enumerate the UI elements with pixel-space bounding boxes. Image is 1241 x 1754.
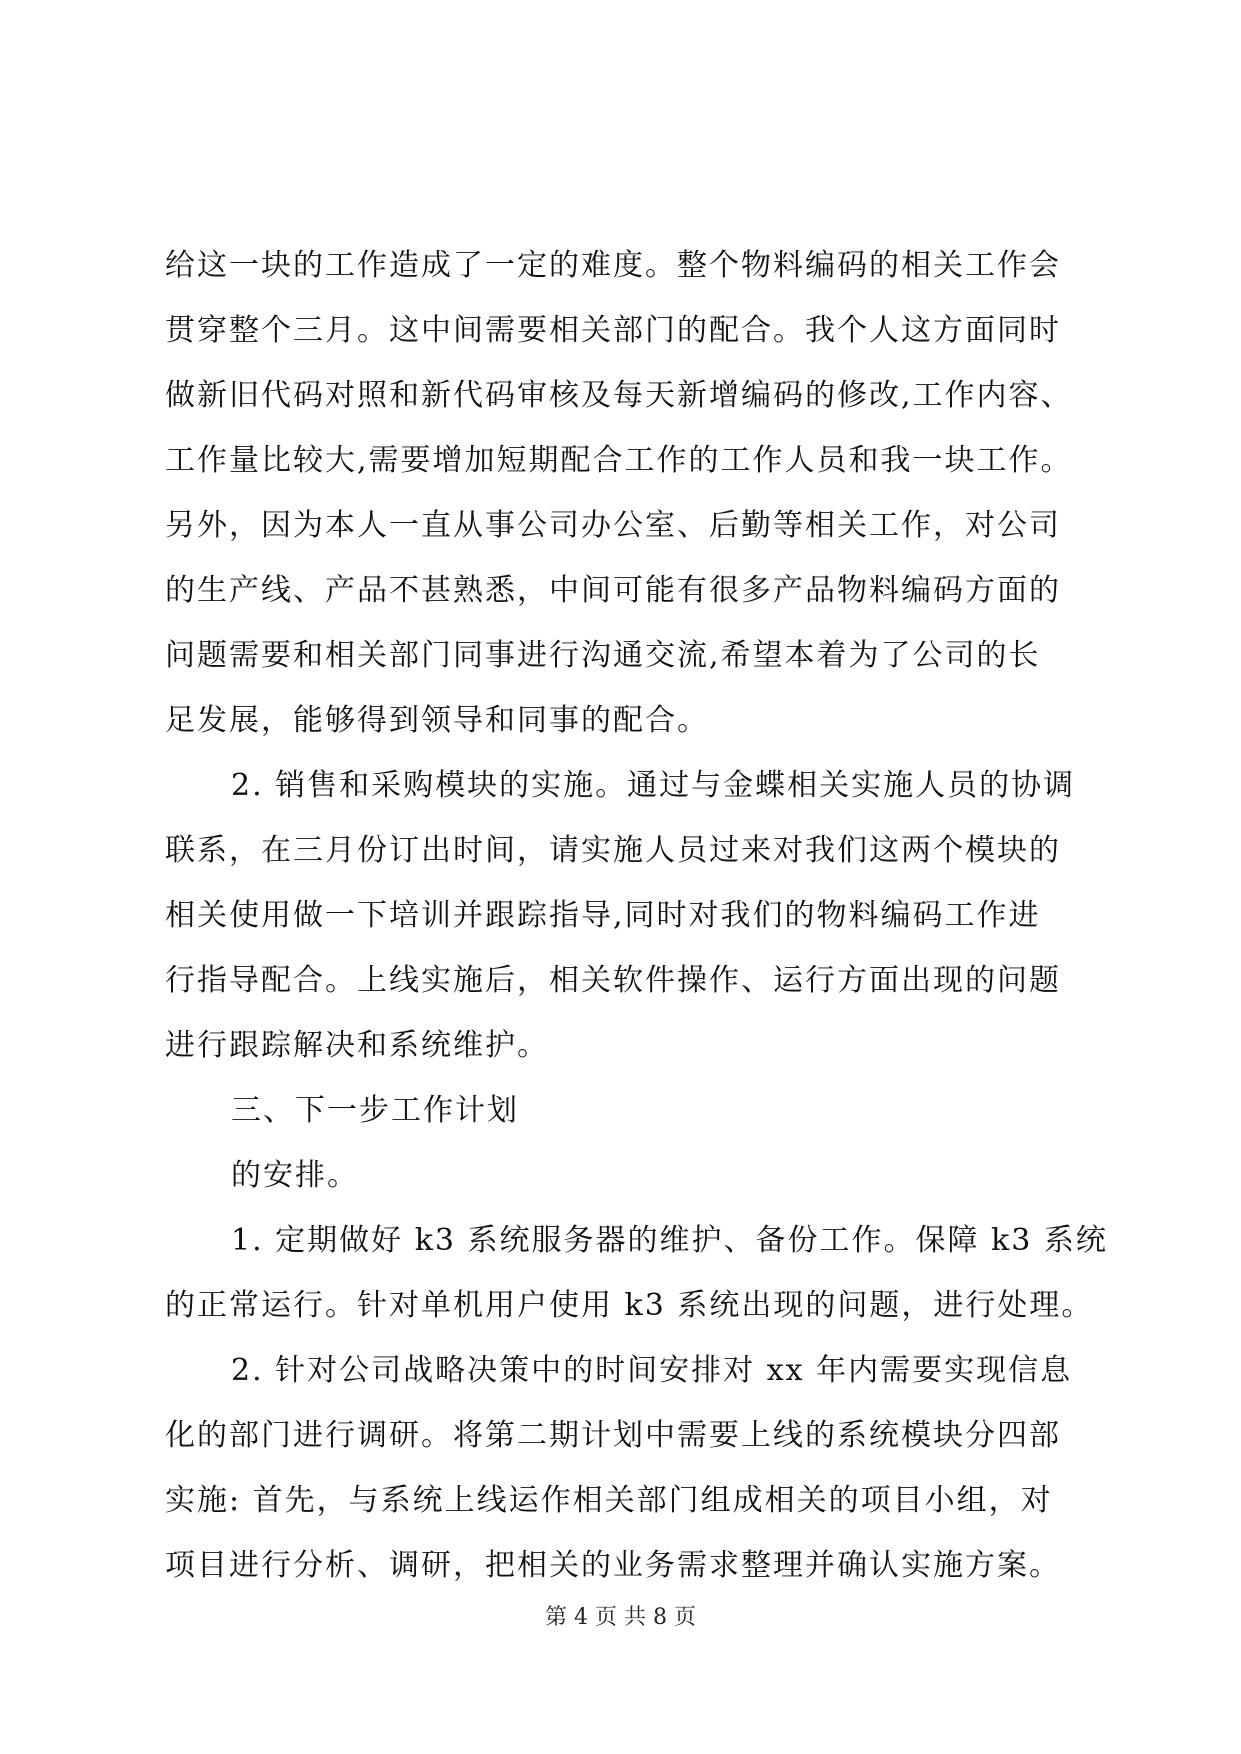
text-line-7: 问题需要和相关部门同事进行沟通交流,希望本着为了公司的长 — [165, 638, 1041, 673]
text-line-2: 贯穿整个三月。这中间需要相关部门的配合。我个人这方面同时 — [165, 313, 1061, 348]
text-line-4: 工作量比较大,需要增加短期配合工作的工作人员和我一块工作。 — [165, 443, 1073, 478]
text-line-18: 2. 针对公司战略决策中的时间安排对 xx 年内需要实现信息 — [231, 1353, 1073, 1388]
text-line-16: 1. 定期做好 k3 系统服务器的维护、备份工作。保障 k3 系统 — [231, 1223, 1108, 1258]
text-line-9: 2. 销售和采购模块的实施。通过与金蝶相关实施人员的协调 — [231, 768, 1076, 803]
text-line-6: 的生产线、产品不甚熟悉，中间可能有很多产品物料编码方面的 — [165, 573, 1061, 608]
text-line-19: 化的部门进行调研。将第二期计划中需要上线的系统模块分四部 — [165, 1418, 1061, 1453]
text-line-20: 实施: 首先，与系统上线运作相关部门组成相关的项目小组，对 — [165, 1483, 1053, 1518]
page-number-footer: 第 4 页 共 8 页 — [545, 1605, 696, 1630]
text-line-21: 项目进行分析、调研，把相关的业务需求整理并确认实施方案。 — [165, 1548, 1061, 1583]
text-line-10: 联系，在三月份订出时间，请实施人员过来对我们这两个模块的 — [165, 833, 1061, 868]
text-line-13: 进行跟踪解决和系统维护。 — [165, 1028, 549, 1063]
text-line-8: 足发展，能够得到领导和同事的配合。 — [165, 703, 709, 738]
text-line-5: 另外，因为本人一直从事公司办公室、后勤等相关工作，对公司 — [165, 508, 1061, 543]
text-line-1: 给这一块的工作造成了一定的难度。整个物料编码的相关工作会 — [165, 248, 1061, 283]
text-line-3: 做新旧代码对照和新代码审核及每天新增编码的修改,工作内容、 — [165, 378, 1073, 413]
text-line-17: 的正常运行。针对单机用户使用 k3 系统出现的问题，进行处理。 — [165, 1288, 1094, 1323]
text-line-15: 的安排。 — [231, 1158, 359, 1193]
text-line-11: 相关使用做一下培训并跟踪指导,同时对我们的物料编码工作进 — [165, 898, 1041, 933]
section-heading: 三、下一步工作计划 — [231, 1093, 519, 1128]
body-text — [165, 233, 1125, 1598]
text-line-12: 行指导配合。上线实施后，相关软件操作、运行方面出现的问题 — [165, 963, 1061, 998]
